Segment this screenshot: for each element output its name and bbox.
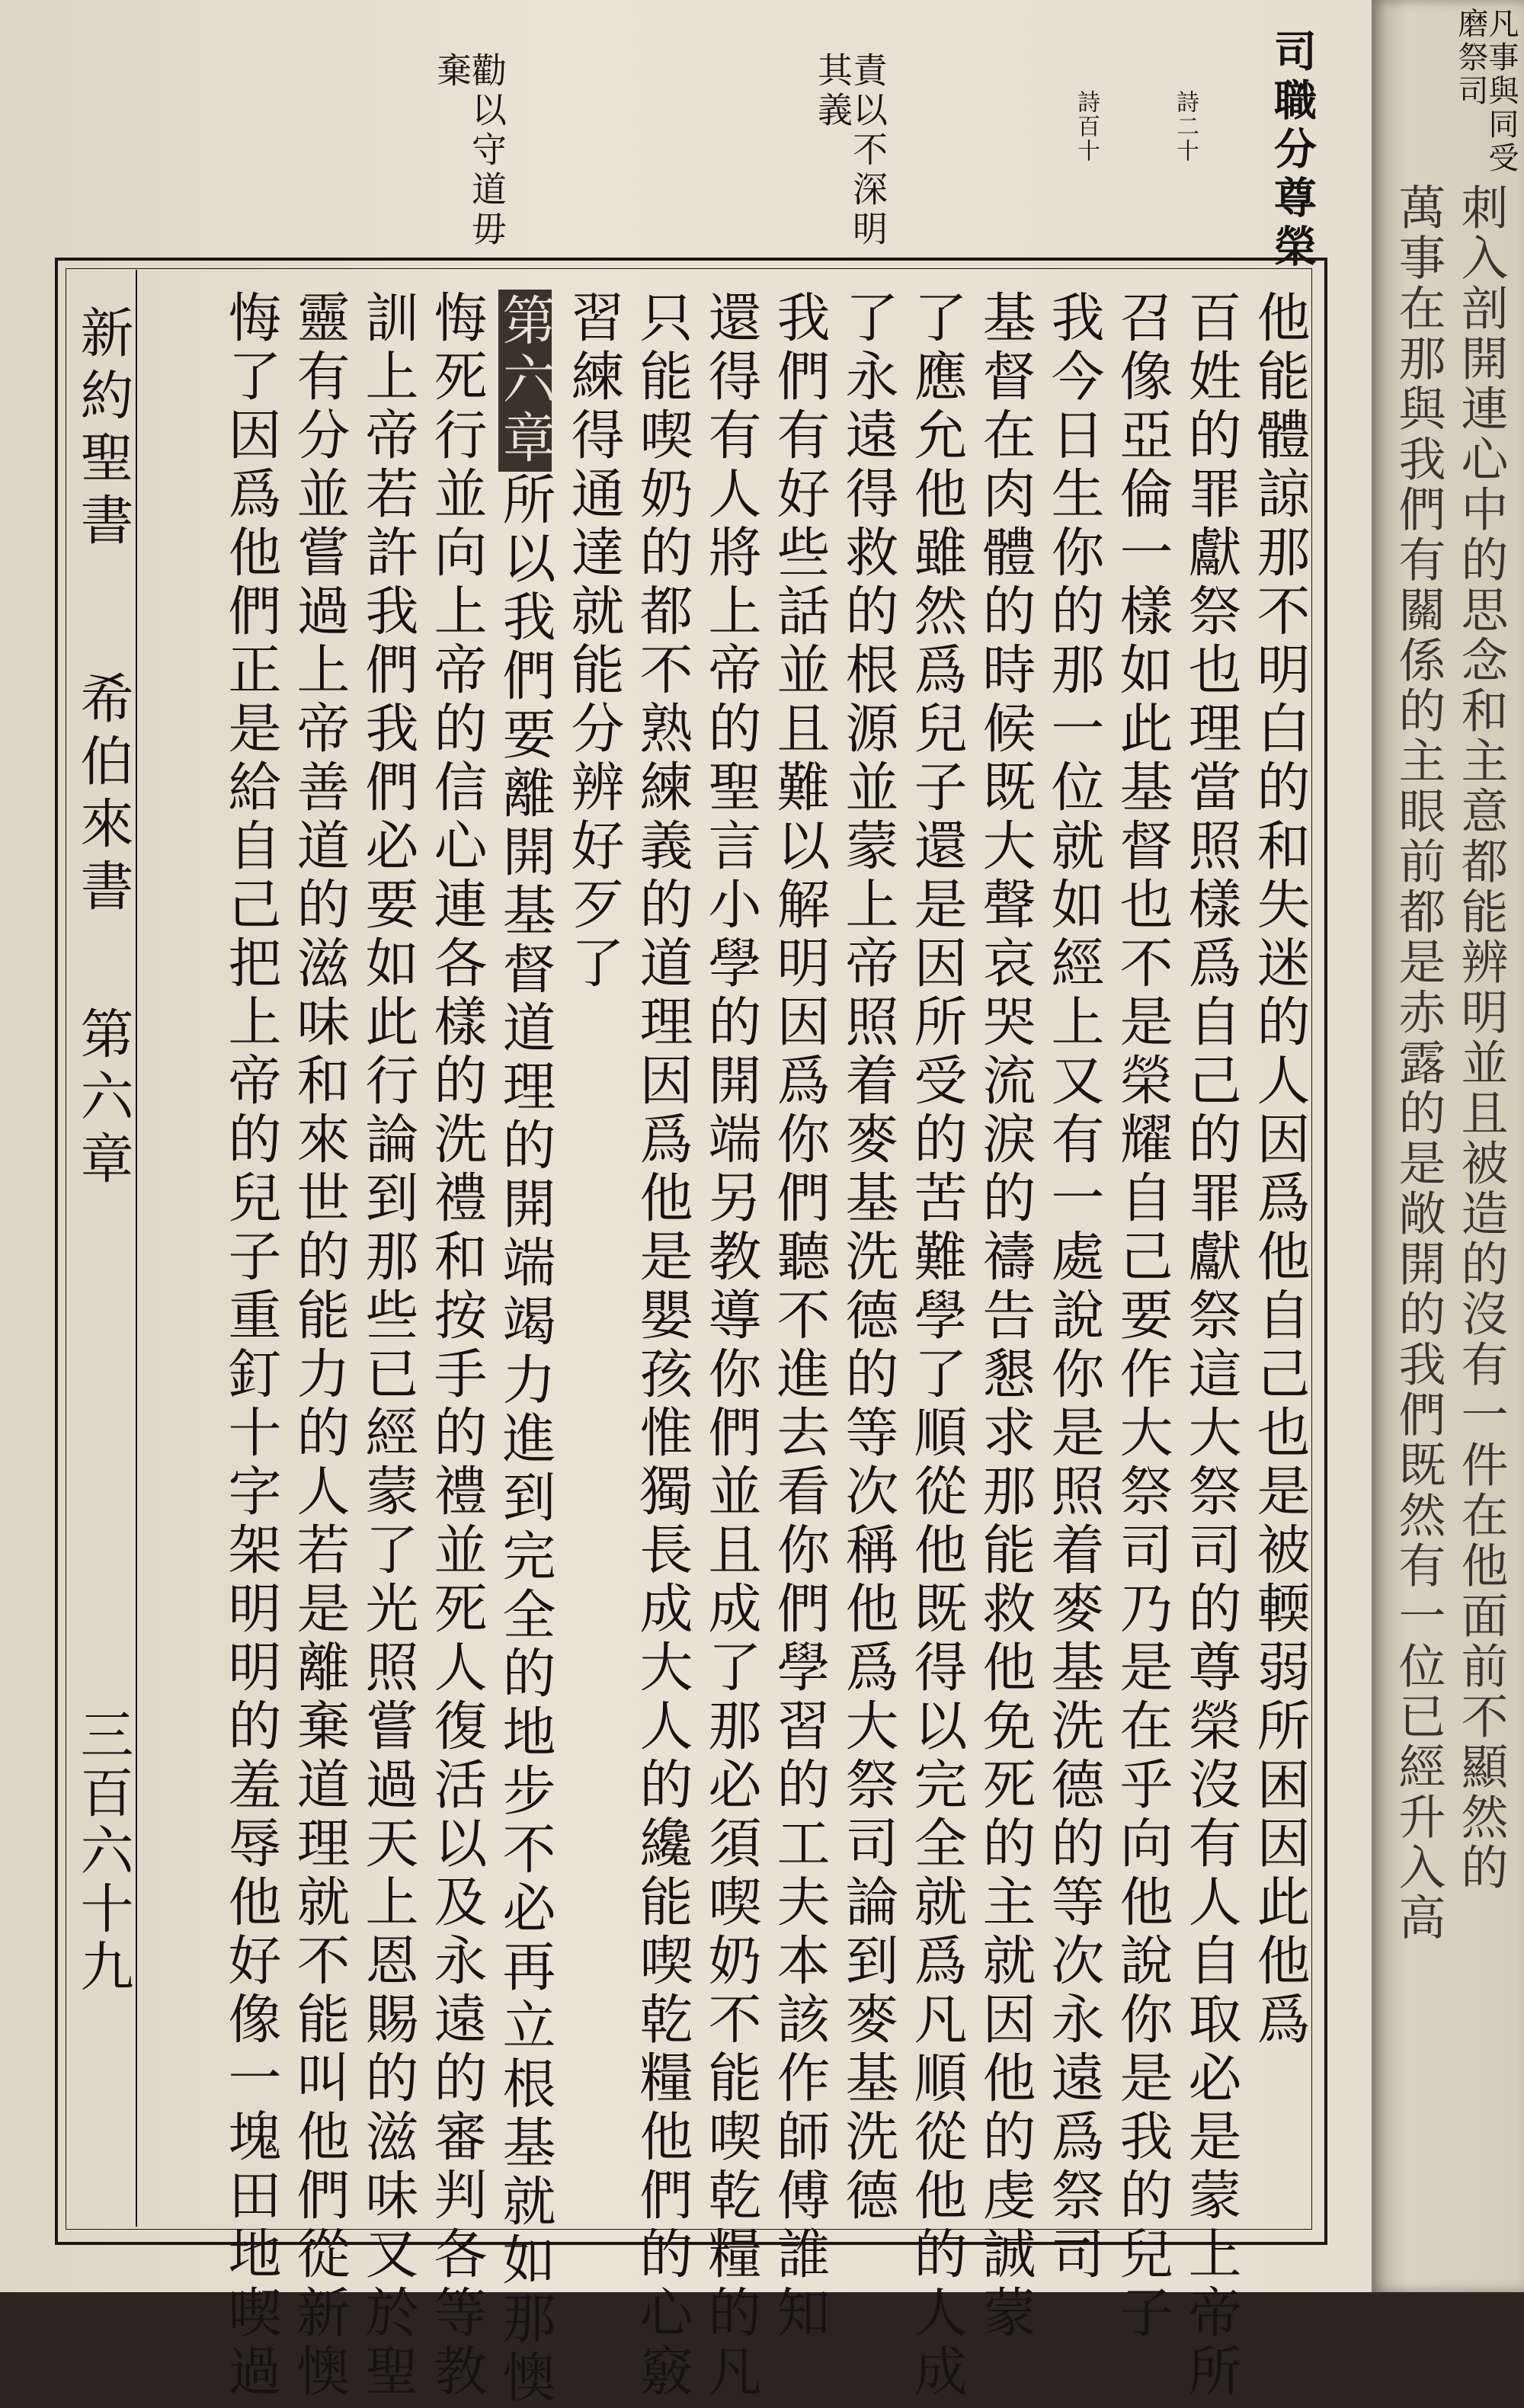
footer-chapter: 第六章 — [72, 1006, 134, 1193]
adjacent-header-fragment: 凡事與同受磨祭司 — [1453, 8, 1519, 175]
margin-ref-1: 詩二十 — [1172, 90, 1199, 163]
body-column-1: 他能體諒那不明白的和失迷的人因爲他自己也是被輭弱所困因此他爲 — [1248, 290, 1311, 2050]
body-column-12-text: 所以我們要離開基督道理的開端竭力進到完全的地步不必再立根基就如那懊 — [494, 472, 556, 2408]
margin-note-1: 責以不深明其義 — [812, 52, 888, 250]
margin-note-2: 勸以守道毋棄 — [431, 52, 507, 250]
body-column-7: 了永遠得救的根源並蒙上帝照着麥基洗德的等次稱他爲大祭司論到麥基洗德 — [837, 290, 899, 2226]
body-column-2: 百姓的罪獻祭也理當照樣爲自己的罪獻祭這大祭司的尊榮沒有人自取必是蒙上帝所 — [1180, 290, 1242, 2402]
body-column-16: 悔了因爲他們正是給自己把上帝的兒子重釘十字架明明的羞辱他好像一塊田地喫過 — [219, 290, 282, 2402]
body-column-10: 只能喫奶的都不熟練義的道理因爲他是嬰孩惟獨長成大人的纔能喫乾糧他們的心竅 — [631, 290, 693, 2402]
footer-divider — [136, 270, 137, 2227]
page-number: 三百六十九 — [72, 1707, 134, 1997]
margin-ref-2: 詩百十 — [1073, 90, 1100, 163]
footer-book-title: 新約聖書 — [72, 305, 134, 555]
running-title: 司職分尊榮 — [1267, 29, 1317, 273]
body-column-14: 訓上帝若許我們我們必要如此行論到那些已經蒙了光照嘗過天上恩賜的滋味又於聖 — [357, 290, 419, 2402]
adjacent-column-1: 刺入剖開連心中的思念和主意都能辨明並且被造的沒有一件在他面前不顯然的 — [1453, 183, 1509, 1893]
chapter-label: 第六章 — [498, 290, 552, 472]
adjacent-column-2: 萬事在那與我們有關係的主眼前都是赤露的是敞開的我們既然有一位已經升入高 — [1391, 183, 1446, 1943]
body-column-8: 我們有好些話並且難以解明因爲你們聽不進去看你們學習的工夫本該作師傅誰知 — [768, 290, 831, 2343]
body-column-6: 了應允他雖然爲兒子還是因所受的苦難學了順從他既得以完全就爲凡順從他的人成 — [905, 290, 968, 2402]
footer-book-name: 希伯來書 — [72, 671, 134, 921]
body-column-11: 習練得通達就能分辨好歹了 — [562, 290, 625, 994]
body-column-13: 悔死行並向上帝的信心連各樣的洗禮和按手的禮並死人復活以及永遠的審判各等教 — [425, 290, 488, 2402]
adjacent-page-strip — [1372, 0, 1524, 2292]
body-column-4: 我今日生你的那一位就如經上又有一處說你是照着麥基洗德的等次永遠爲祭司 — [1042, 290, 1105, 2285]
body-column-5: 基督在肉體的時候既大聲哀哭流淚的禱告懇求那能救他免死的主就因他的虔誠蒙 — [974, 290, 1036, 2343]
body-column-12 — [494, 290, 556, 2408]
body-column-9: 還得有人將上帝的聖言小學的開端另教導你們並且成了那必須喫奶不能喫乾糧的凡 — [700, 290, 762, 2402]
body-column-15: 靈有分並嘗過上帝善道的滋味和來世的能力的人若是離棄道理就不能叫他們從新懊 — [288, 290, 351, 2402]
body-column-3: 召像亞倫一樣如此基督也不是榮耀自己要作大祭司乃是在乎向他說你是我的兒子 — [1111, 290, 1173, 2343]
